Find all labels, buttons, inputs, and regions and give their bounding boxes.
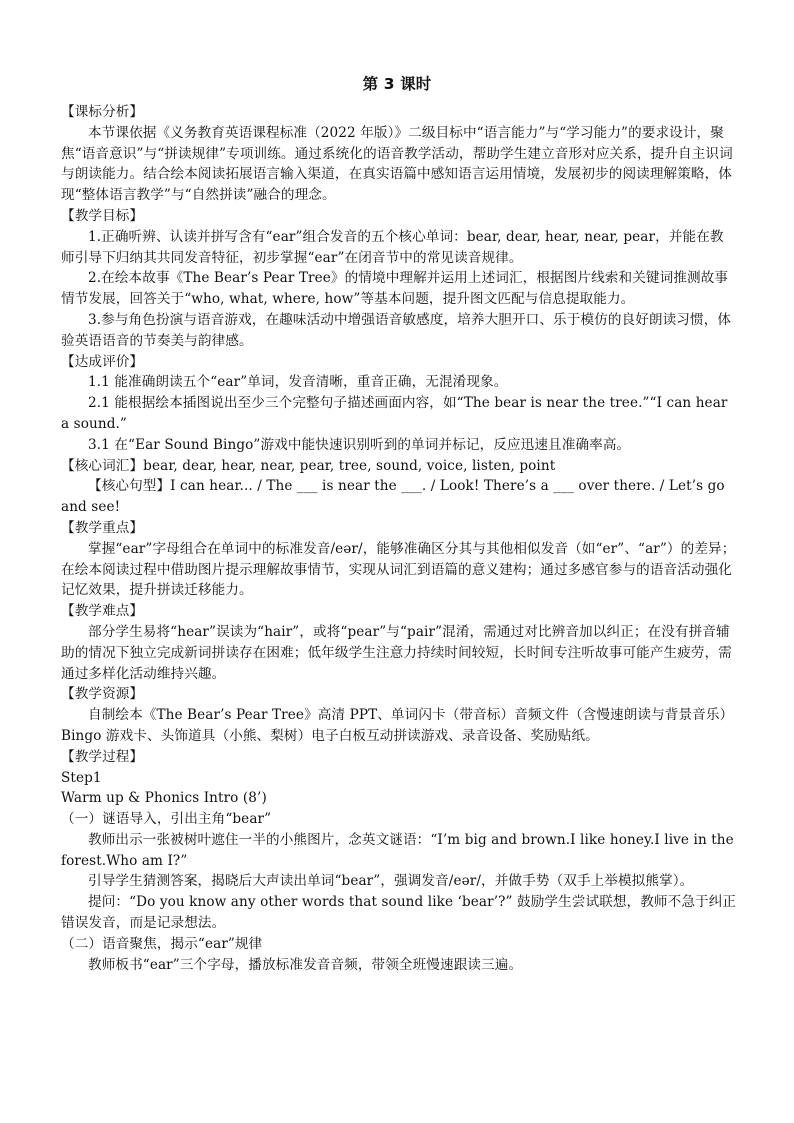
- process-paragraph: 教师板书“ear”三个字母，播放标准发音音频，带领全班慢速跟读三遍。: [88, 956, 523, 973]
- section-heading-key-points: 【教学重点】: [61, 519, 144, 536]
- subsection-heading: （二）语音聚焦，揭示“ear”规律: [61, 935, 263, 952]
- evaluation-item: 2.1 能根据绘本插图说出至少三个完整句子描述画面内容，如“The bear is near the tree.”“I can hear a sound.”: [61, 395, 728, 432]
- evaluation-item: 1.1 能准确朗读五个“ear”单词，发音清晰，重音正确，无混淆现象。: [88, 374, 508, 391]
- step-title: Warm up & Phonics Intro (8’): [61, 790, 267, 807]
- process-paragraph: 引导学生猜测答案，揭晓后大声读出单词“bear”，强调发音/eər/，并做手势（双手上举模拟熊掌）。: [88, 873, 694, 890]
- section-heading-resources: 【教学资源】: [61, 686, 144, 703]
- objective-item: 1.正确听辨、认读并拼写含有“ear”组合发音的五个核心单词：bear, dear, hear, near, pear，并能在教师引导下归纳其共同发音特征，初步掌握“ear”在闭音节中的常见读音规律。: [61, 228, 724, 266]
- curriculum-analysis-text: 本节课依据《义务教育英语课程标准（2022 年版）》二级目标中“语言能力”与“学习能力”的要求设计，聚焦“语音意识”与“拼读规律”专项训练。通过系统化的语音教学活动，帮助学生建立音形对应关系，提升自主识词与朗读能力。结合绘本阅读拓展语言输入渠道，在真实语篇中感知语言运用情境，发展初步的阅读理解策略，体现“整体语言教学”与“自然拼读”融合的理念。: [61, 124, 733, 204]
- key-points-text: 掌握“ear”字母组合在单词中的标准发音/eər/，能够准确区分其与其他相似发音（如“er”、“ar”）的差异；在绘本阅读过程中借助图片提示理解故事情节，实现从词汇到语篇的意义建构；通过多感官参与的语音活动强化记忆效果，提升拼读迁移能力。: [61, 540, 736, 599]
- section-heading-difficulties: 【教学难点】: [61, 603, 144, 620]
- objective-item: 3.参与角色扮演与语音游戏，在趣味活动中增强语音敏感度，培养大胆开口、乐于模仿的良好朗读习惯，体验英语语音的节奏美与韵律感。: [61, 311, 732, 349]
- subsection-heading: （一）谜语导入，引出主角“bear”: [61, 811, 272, 828]
- section-heading-curriculum: 【课标分析】: [61, 104, 144, 120]
- core-sentence-patterns: 【核心句型】I can hear... / The ___ is near the ___. / Look! There’s a ___ over there. / Let’s go and see!: [61, 478, 725, 516]
- page-title: 第 3 课时: [362, 75, 432, 93]
- difficulties-text: 部分学生易将“hear”误读为“hair”，或将“pear”与“pair”混淆，需通过对比辨音加以纠正；在没有拼音辅助的情况下独立完成新词拼读存在困难；低年级学生注意力持续时间较短，长时间专注听故事可能产生疲劳，需通过多样化活动维持兴趣。: [61, 623, 732, 682]
- step-label: Step1: [61, 769, 102, 786]
- core-vocabulary: 【核心词汇】bear, dear, hear, near, pear, tree, sound, voice, listen, point: [61, 457, 556, 474]
- process-paragraph: 教师出示一张被树叶遮住一半的小熊图片，念英文谜语：“I’m big and brown.I like honey.I live in the forest.Who am I?”: [61, 831, 734, 869]
- objective-item: 2.在绘本故事《The Bear’s Pear Tree》的情境中理解并运用上述词汇，根据图片线索和关键词推测故事情节发展，回答关于“who, what, where, how”等基本问题，提升图文匹配与信息提取能力。: [61, 270, 729, 308]
- resources-text: 自制绘本《The Bear’s Pear Tree》高清 PPT、单词闪卡（带音标）音频文件（含慢速朗读与背景音乐）Bingo 游戏卡、头饰道具（小熊、梨树）电子白板互动拼读游戏、录音设备、奖励贴纸。: [61, 707, 734, 744]
- section-heading-evaluation: 【达成评价】: [61, 353, 144, 370]
- process-paragraph: 提问：“Do you know any other words that sound like ‘bear’?” 鼓励学生尝试联想，教师不急于纠正错误发音，而是记录想法。: [61, 894, 737, 932]
- evaluation-item: 3.1 在“Ear Sound Bingo”游戏中能快速识别听到的单词并标记，反应迅速且准确率高。: [88, 436, 631, 453]
- section-heading-objectives: 【教学目标】: [61, 207, 144, 224]
- document-body: [61, 102, 737, 975]
- section-heading-process: 【教学过程】: [61, 748, 144, 765]
